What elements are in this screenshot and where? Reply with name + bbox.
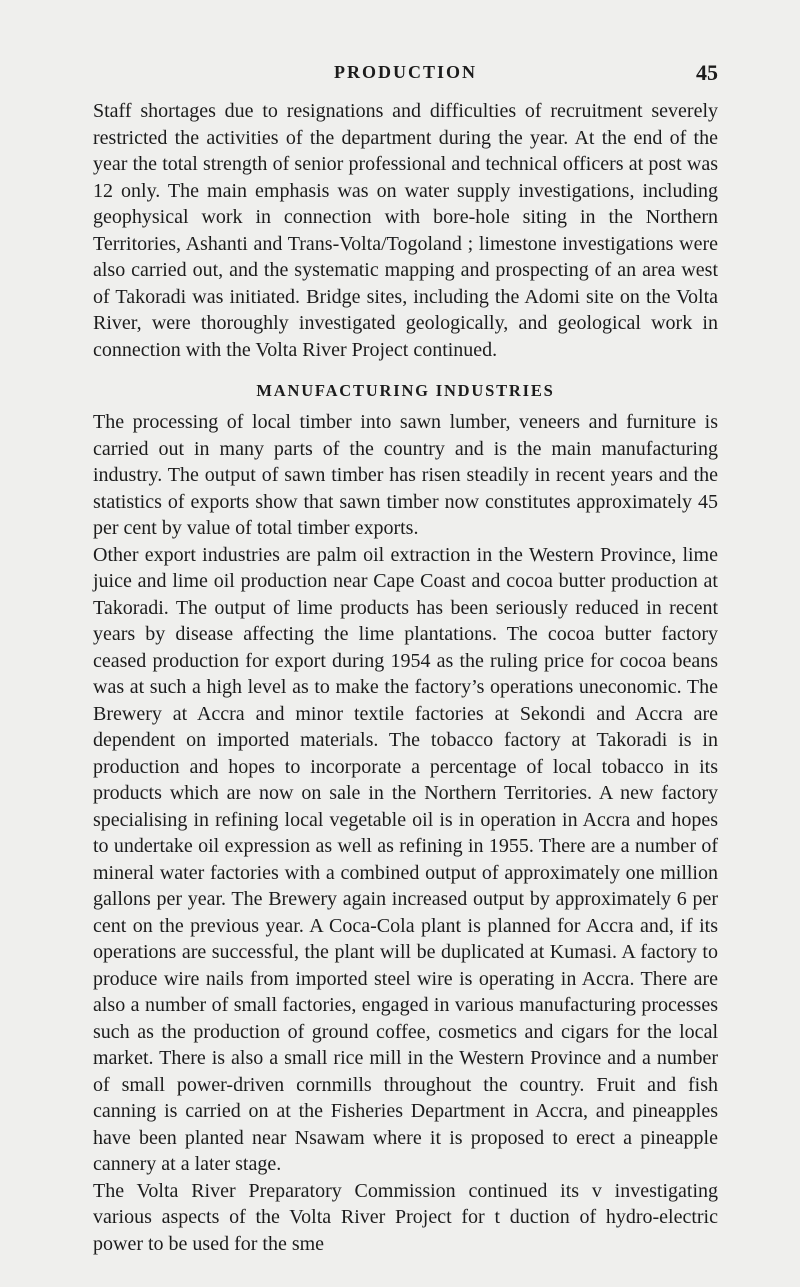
page-number: 45: [696, 60, 718, 85]
body-text: [93, 98, 718, 1257]
paragraph-volta-river-commission: The Volta River Preparatory Commission continued its v investigating various aspects of the Volta River Project for t duction of hydro-electric power to be used for the sme: [93, 1179, 718, 1255]
running-header-title: PRODUCTION: [333, 62, 477, 82]
paragraph-timber-processing: The processing of local timber into sawn lumber, veneers and furniture is carried out in many parts of the country and is the main manufacturing industry. The output of sawn timber has risen steadily in recent years and the statistics of exports show that sawn timber now constitutes approximately 45 per cent by value of total timber exports.: [93, 411, 718, 539]
paragraph-export-industries: Other export industries are palm oil extraction in the Western Province, lime juice and lime oil production near Cape Coast and cocoa butter production at Takoradi. The output of lime products has been seriously reduced in recent years by disease affecting the lime plantations. The cocoa butter factory ceased production for export during 1954 as the ruling price for cocoa beans was at such a high level as to make the factory’s operations uneconomic. The Brewery at Accra and minor textile factories at Sekondi and Accra are dependent on imported materials. The tobacco factory at Takoradi is in production and hopes to incorporate a percentage of local tobacco in its products which are now on sale in the Northern Territories. A new factory specialising in refining local vegetable oil is in operation in Accra and hopes to undertake oil expression as well as refining in 1955. There are a number of mineral water factories with a combined output of approximately one million gallons per year. The Brewery again increased output by approximately 6 per cent on the previous year. A Coca-Cola plant is planned for Accra and, if its operations are successful, the plant will be duplicated at Kumasi. A factory to produce wire nails from imported steel wire is operating in Accra. There are also a number of small factories, engaged in various manufacturing processes such as the production of ground coffee, cosmetics and cigars for the local market. There is also a small rice mill in the Western Province and a number of small power-driven cornmills throughout the country. Fruit and fish canning is carried on at the Fisheries Department in Accra, and pineapples have been planted near Nsawam where it is proposed to erect a pineapple cannery at a later stage.: [93, 543, 718, 1175]
paragraph-staff-shortages: Staff shortages due to resignations and difficulties of recruitment severely restricted the activities of the department during the year. At the end of the year the total strength of senior professional and technical officers at post was 12 only. The main emphasis was on water supply investigations, including geophysical work in connection with bore-hole siting in the Northern Territories, Ashanti and Trans-Volta/Togoland ; limestone investigations were also carried out, and the systematic mapping and prospecting of an area west of Takoradi was initiated. Bridge sites, including the Adomi site on the Volta River, were thoroughly investigated geologically, and geological work in connection with the Volta River Project continued.: [93, 100, 718, 361]
running-header: [93, 62, 718, 90]
section-heading-manufacturing: MANUFACTURING INDUSTRIES: [256, 381, 555, 400]
